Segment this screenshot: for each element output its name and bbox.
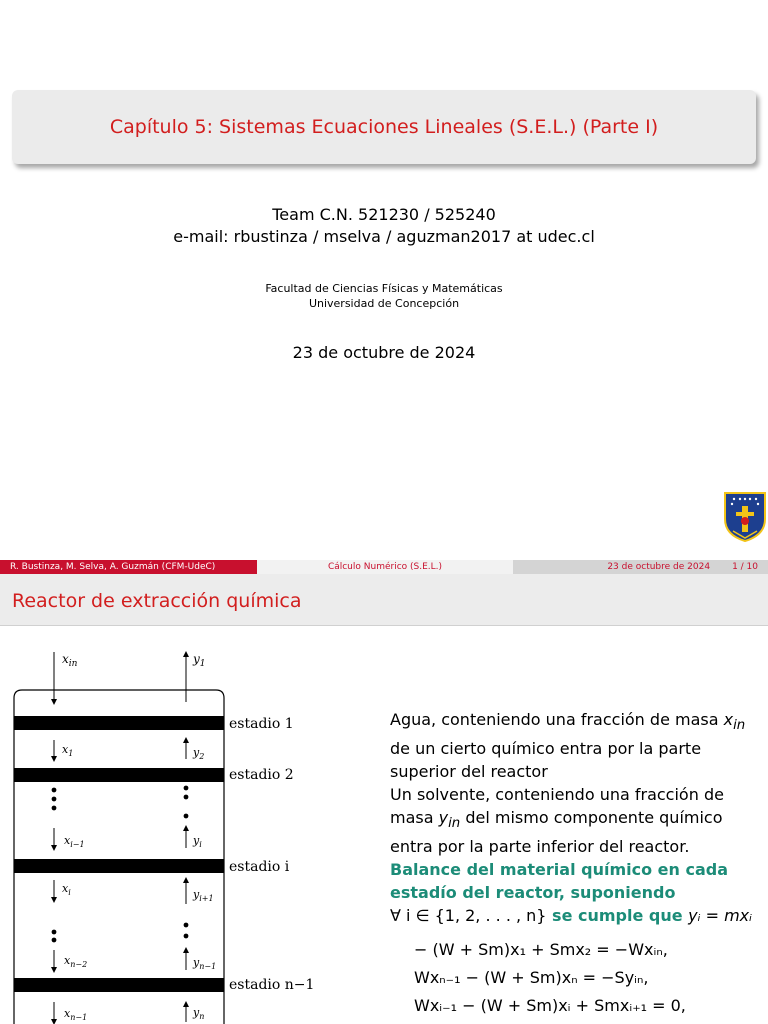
label-x1: $x_1$ [62,743,74,758]
university-seal-icon [722,491,768,543]
title-box [12,90,756,164]
text-line: Agua, conteniendo una fracción de masa $x_{in}$ [390,710,746,734]
label-x-i: $x_i$ [62,882,71,897]
footer-date: 23 de octubre de 2024 [607,562,711,572]
footer-authors: R. Bustinza, M. Selva, A. Guzmán (CFM-UdeC) [0,560,257,574]
label-y2: $y_2$ [193,746,205,761]
highlight-line: estadío del reactor, suponiendo [390,883,676,903]
text-line: masa $y_{in}$ del mismo componente químico [390,808,723,832]
footer-page-number[interactable]: 1 / 10 [732,562,758,572]
text-line: de un cierto químico entra por la parte [390,739,702,759]
stage-label: estadio i [229,859,290,875]
label-x-n-minus-2: $x_{n-2}$ [64,954,88,969]
faculty-line: Facultad de Ciencias Físicas y Matemáticas [265,282,503,295]
stage-label: estadio n−1 [229,977,315,993]
equation: − (W + Sm)x₁ + Smx₂ = −Wxᵢₙ, [414,940,668,959]
stage-label: estadio 1 [229,716,294,732]
condition-line: ∀ i ∈ {1, 2, . . . , n} se cumple que yᵢ = mxᵢ [390,906,752,926]
plate-stage-2 [14,768,224,782]
stage-label: estadio 2 [229,767,294,783]
equation: Wxₙ₋₁ − (W + Sm)xₙ = −Syᵢₙ, [414,968,649,987]
university-line: Universidad de Concepción [308,297,460,310]
slide2-title: Reactor de extracción química [12,590,302,612]
label-y-n: $y_n$ [193,1006,205,1021]
balance-equations [414,936,686,1020]
text-line: superior del reactor [390,762,548,782]
plate-stage-i [14,859,224,873]
email-line: e-mail: rbustinza / mselva / aguzman2017 at udec.cl [173,227,595,246]
ellipsis-dots-lower [52,923,189,943]
plate-stage-1 [14,716,224,730]
label-y-i-plus-1: $y_{i+1}$ [193,888,214,903]
reactor-diagram [0,640,330,1024]
label-y1: $y_1$ [193,652,206,669]
slide-title: Capítulo 5: Sistemas Ecuaciones Lineales (S.E.L.) (Parte I) [109,116,659,138]
text-line: entra por la parte inferior del reactor. [390,837,690,857]
slide2-header [0,574,768,626]
label-x-n-minus-1: $x_{n-1}$ [64,1007,88,1022]
team-line: Team C.N. 521230 / 525240 [272,205,496,224]
footer-bar [0,560,768,574]
reactor-wall [14,690,224,1024]
ellipsis-dots-upper [52,786,189,819]
highlight-line: Balance del material químico en cada [390,860,728,880]
label-x-i-minus-1: $x_{i-1}$ [64,834,85,849]
text-line: Un solvente, conteniendo una fracción de [390,785,724,805]
label-x-in: $x_{in}$ [62,652,78,669]
presentation-date: 23 de octubre de 2024 [292,343,476,362]
plate-stage-n-1 [14,978,224,992]
equation: Wxᵢ₋₁ − (W + Sm)xᵢ + Smxᵢ₊₁ = 0, [414,996,686,1015]
reactor-description [390,708,760,927]
label-y-i: $y_i$ [193,834,202,849]
label-y-n-minus-1: $y_{n-1}$ [193,956,217,971]
footer-right [513,560,768,574]
author-block [0,204,768,248]
institution-block [0,281,768,311]
footer-course: Cálculo Numérico (S.E.L.) [257,560,513,574]
